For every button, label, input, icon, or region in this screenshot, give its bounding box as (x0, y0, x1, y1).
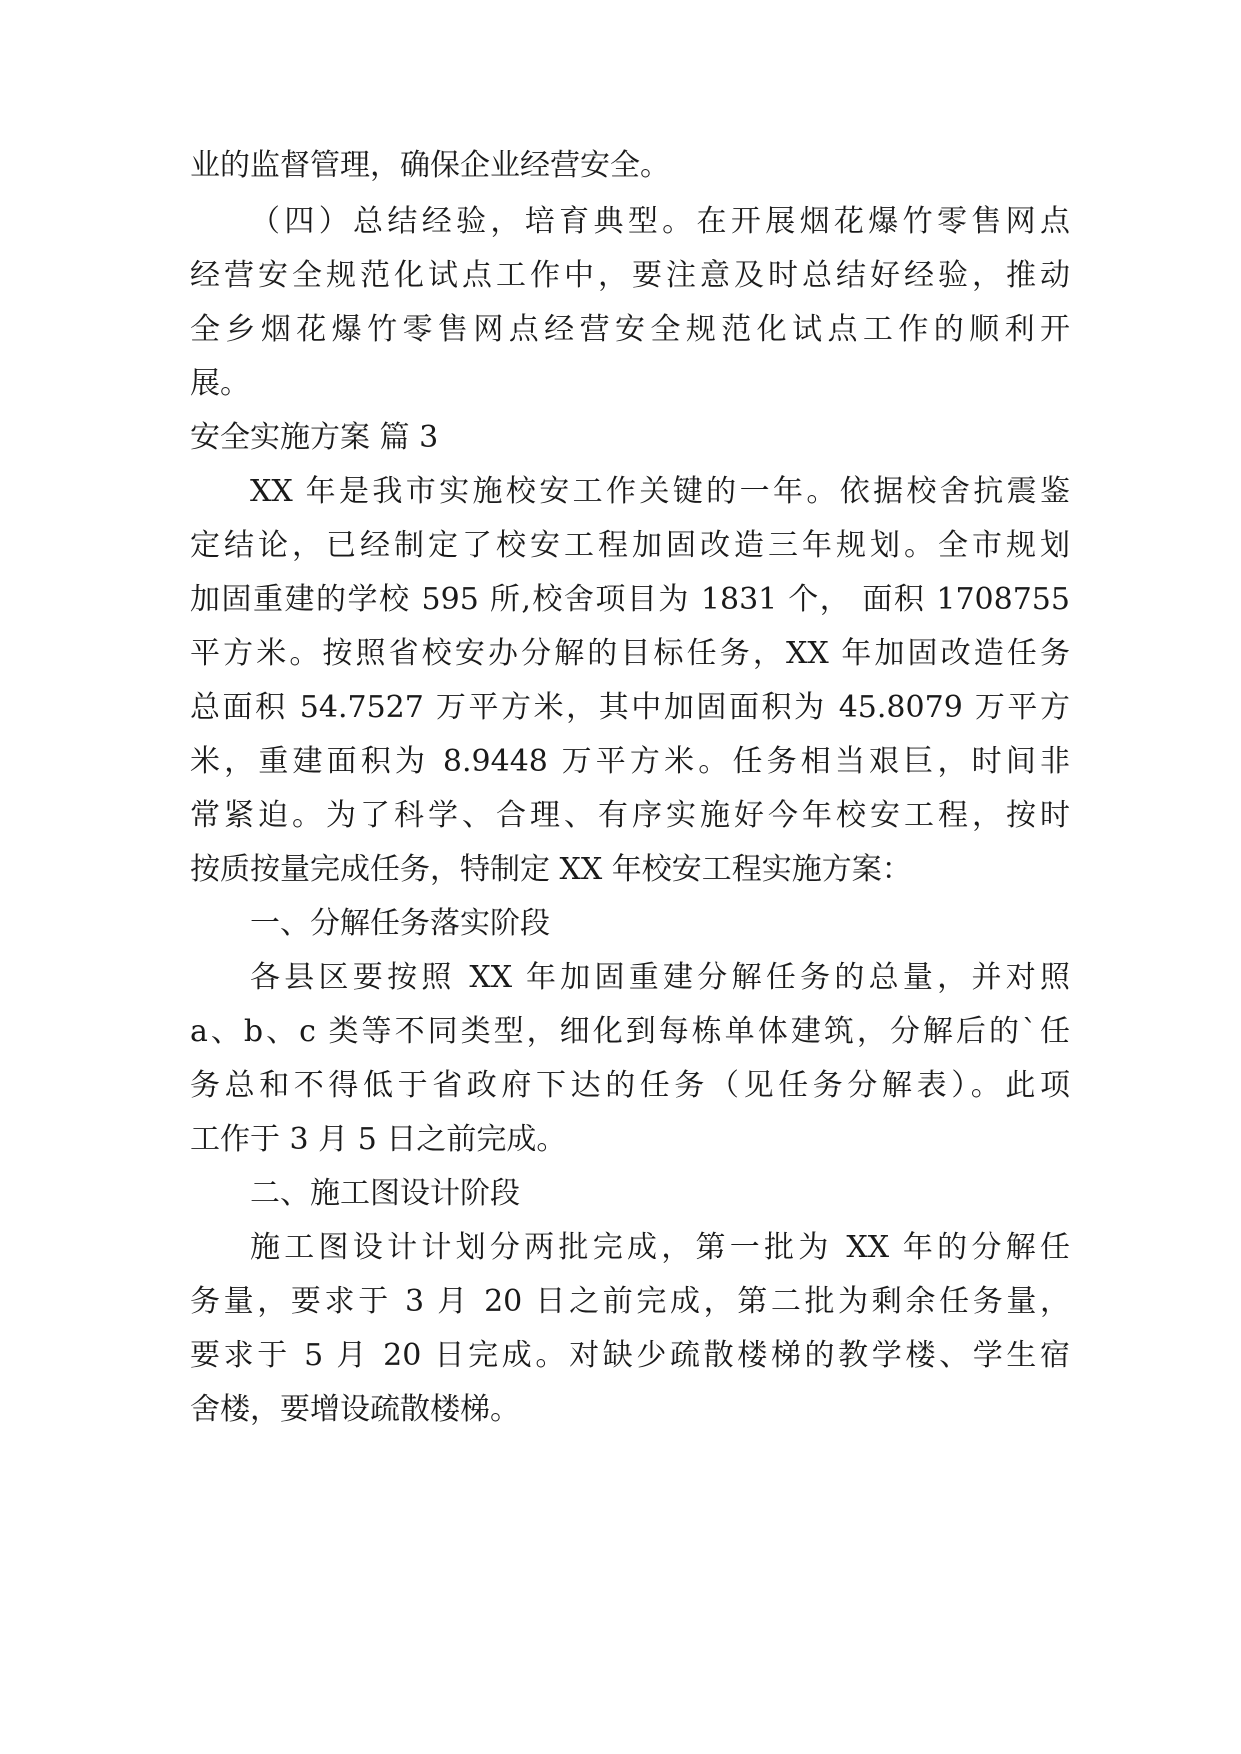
text-line: 全乡烟花爆竹零售网点经营安全规范化试点工作的顺利开 (190, 312, 1070, 347)
text-line: 总面积 54.7527 万平方米，其中加固面积为 45.8079 万平方 (190, 690, 1070, 725)
text-line: （四）总结经验，培育典型。在开展烟花爆竹零售网点 (250, 204, 1070, 239)
text-line: 务总和不得低于省政府下达的任务（见任务分解表）。此项 (190, 1068, 1070, 1103)
text-line: 米，重建面积为 8.9448 万平方米。任务相当艰巨，时间非 (190, 744, 1070, 779)
text-line: 业的监督管理，确保企业经营安全。 (190, 148, 670, 183)
text-line: 常紧迫。为了科学、合理、有序实施好今年校安工程，按时 (190, 798, 1070, 833)
text-line: 施工图设计计划分两批完成，第一批为 XX 年的分解任 (250, 1230, 1070, 1265)
text-line: 经营安全规范化试点工作中，要注意及时总结好经验，推动 (190, 258, 1070, 293)
text-line: 各县区要按照 XX 年加固重建分解任务的总量，并对照 (250, 960, 1070, 995)
text-line: 平方米。按照省校安办分解的目标任务，XX 年加固改造任务 (190, 636, 1070, 671)
text-line: 按质按量完成任务，特制定 XX 年校安工程实施方案： (190, 852, 912, 887)
subsection-heading: 一、分解任务落实阶段 (250, 906, 550, 941)
text-line: a、b、c 类等不同类型，细化到每栋单体建筑，分解后的`任 (190, 1014, 1070, 1049)
text-line: 舍楼，要增设疏散楼梯。 (190, 1392, 520, 1427)
text-line: 定结论，已经制定了校安工程加固改造三年规划。全市规划 (190, 528, 1070, 563)
text-line: 加固重建的学校 595 所,校舍项目为 1831 个， 面积 1708755 (190, 582, 1070, 617)
text-line: 展。 (190, 366, 250, 401)
text-line: 要求于 5 月 20 日完成。对缺少疏散楼梯的教学楼、学生宿 (190, 1338, 1070, 1373)
section-heading: 安全实施方案 篇 3 (190, 420, 439, 455)
text-line: 工作于 3 月 5 日之前完成。 (190, 1122, 567, 1157)
text-line: 务量，要求于 3 月 20 日之前完成，第二批为剩余任务量， (190, 1284, 1070, 1319)
subsection-heading: 二、施工图设计阶段 (250, 1176, 520, 1211)
text-line: XX 年是我市实施校安工作关键的一年。依据校舍抗震鉴 (250, 474, 1070, 509)
